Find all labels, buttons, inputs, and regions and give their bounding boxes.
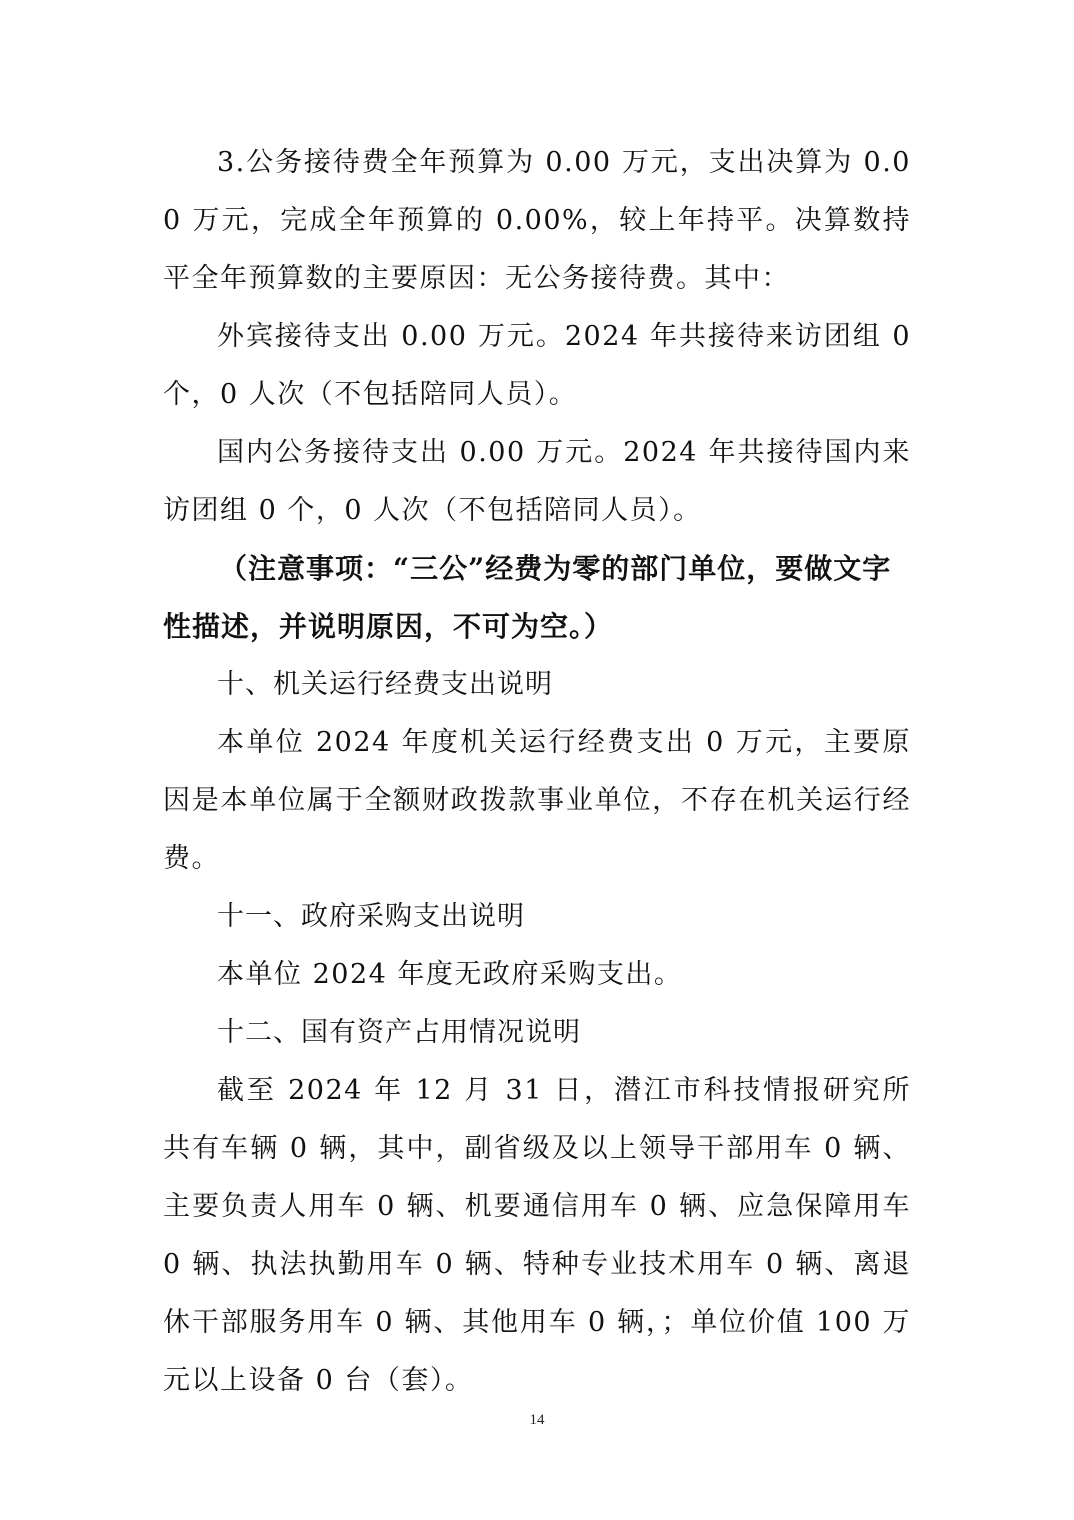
paragraph-foreign-reception: 外宾接待支出 0.00 万元。2024 年共接待来访团组 0 个，0 人次（不包括陪同人员）。: [163, 321, 911, 410]
paragraph-operating-expenses: 本单位 2024 年度机关运行经费支出 0 万元，主要原因是本单位属于全额财政拨款事业单位，不存在机关运行经费。: [163, 727, 911, 874]
page-body: [163, 134, 911, 1410]
paragraph-state-assets: 截至 2024 年 12 月 31 日，潜江市科技情报研究所共有车辆 0 辆，其中，副省级及以上领导干部用车 0 辆、主要负责人用车 0 辆、机要通信用车 0 辆、应急保障用车 0 辆、执法执勤用车 0 辆、特种专业技术用车 0 辆、离退休干部服务用车 0 辆、其他用车 0 辆，；单位价值 100 万元以上设备 0 台（套）。: [163, 1075, 911, 1396]
section-heading-10: 十、机关运行经费支出说明: [217, 669, 553, 700]
paragraph-domestic-reception: 国内公务接待支出 0.00 万元。2024 年共接待国内来访团组 0 个，0 人次（不包括陪同人员）。: [163, 437, 911, 526]
section-heading-11: 十一、政府采购支出说明: [217, 901, 525, 932]
paragraph-reception-budget: 3.公务接待费全年预算为 0.00 万元，支出决算为 0.00 万元，完成全年预算的 0.00%，较上年持平。决算数持平全年预算数的主要原因：无公务接待费。其中：: [163, 147, 911, 294]
page-number: 14: [529, 1412, 545, 1428]
note-attention: （注意事项：“三公”经费为零的部门单位，要做文字性描述，并说明原因，不可为空。）: [163, 552, 892, 643]
paragraph-procurement: 本单位 2024 年度无政府采购支出。: [217, 959, 683, 990]
section-heading-12: 十二、国有资产占用情况说明: [217, 1017, 581, 1048]
